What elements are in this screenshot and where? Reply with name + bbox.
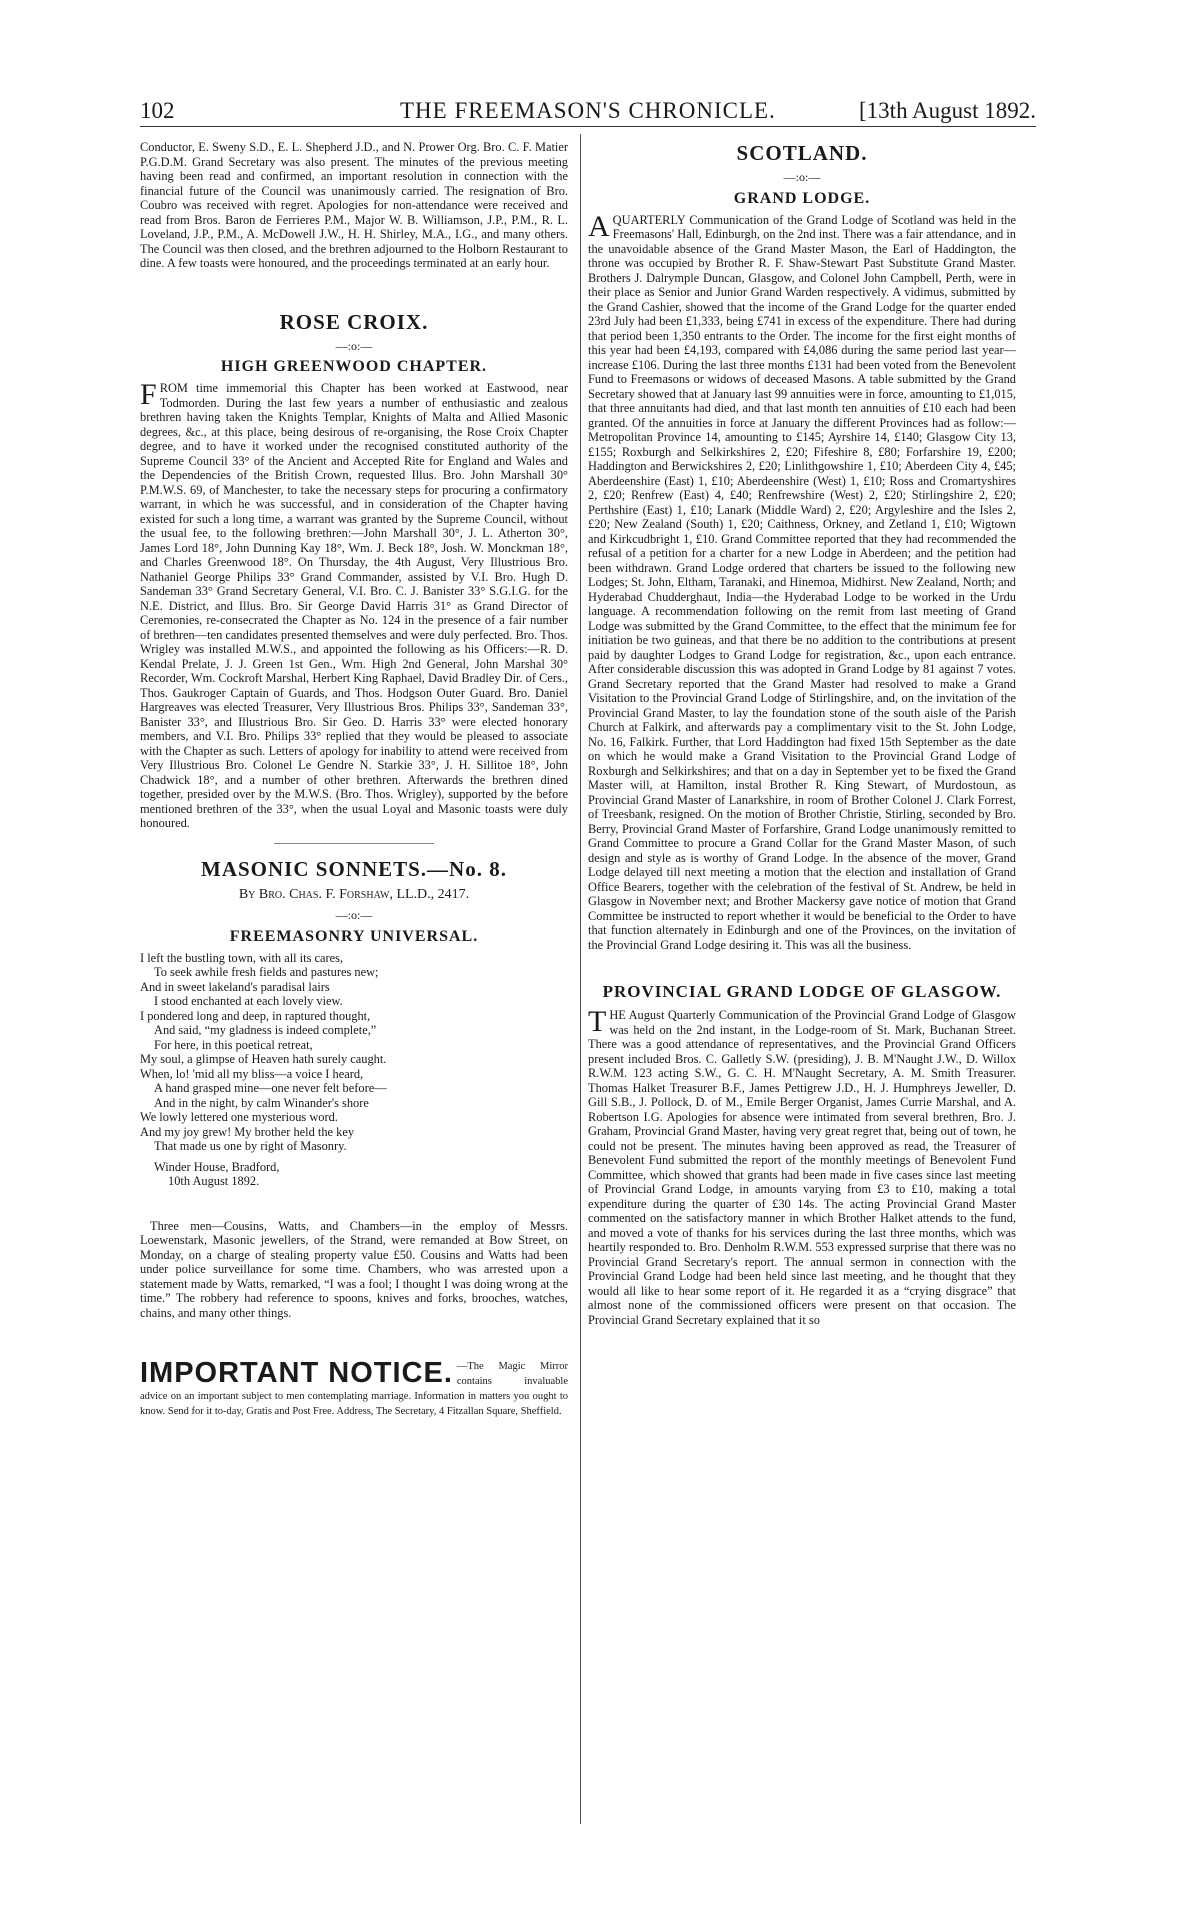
section-separator: —:o:— <box>783 170 821 184</box>
council-report-text: Conductor, E. Sweny S.D., E. L. Shepherd J.D., and N. Prower Org. Bro. C. F. Matier P.G.D.M. Grand Secretary was also present. The minutes of the previous meeting having been read and confirmed, an important resolution in connection with the financial future of the Council was unanimously carried. The resignation of Bro. Coubro was received with regret. Apologies for non-attendance were received and read from Bros. Baron de Ferrieres P.M., Major W. B. Williamson, J.P., P.M., R. L. Loveland, J.P., P.M., A. McDowell J.W., H. H. Shirley, M.A., I.G., and many others. The Council was then closed, and the brethren adjourned to the Holborn Restaurant to dine. A few toasts were honoured, and the proceedings terminated at an early hour. <box>140 140 568 270</box>
poem-line: I stood enchanted at each lovely view. <box>154 994 343 1008</box>
issue-date: [13th August 1892. <box>859 98 1036 123</box>
glasgow-text: HE August Quarterly Communication of the Provincial Grand Lodge of Glasgow was held on the 2nd instant, in the Lodge-room of St. Mark, Buchanan Street. There was a good attendance of representatives, and the Provincial Grand Officers present included Bros. C. Galletly S.W. (presiding), J. B. M'Naught J.W., D. Willox R.W.M. 123 acting S.W., G. C. H. M'Naught Secretary, A. M. Smith Treasurer. Thomas Halket Treasurer B.F., James Pettigrew J.D., H. J. Humphreys Jeweller, D. Gill S.B., J. Pollock, D. of M., Emile Berger Organist, James Currie Marshal, and A. Robertson I.G. Apologies for absence were intimated from several brethren, Bro. J. Graham, Provincial Grand Master, having very great regret that, being out of town, he could not be present. The minutes having been approved as read, the Treasurer of Benevolent Fund submitted the report of the monthly meetings of Benevolent Fund Committee, which showed that grants had been made in five cases since last meeting of Provincial Grand Lodge, in amounts varying from £3 to £10, making a total expenditure during the quarter of £30 14s. The acting Provincial Grand Master commented on the satisfactory manner in which Brother Halket attends to the fund, and moved a vote of thanks for his services during the last three months, which was heartily responded to. Bro. Denholm R.W.M. 553 expressed surprise that there was no Provincial Grand Secretary's report. The annual sermon in connection with the Provincial Grand Lodge had been held since last meeting, and he thought that they would all like to hear some report of it. He regarded it as a “crying disgrace” that almost none of the commissioned officers were present on that occasion. The Provincial Grand Secretary explained that it so <box>588 1008 1016 1327</box>
robbery-report: Three men—Cousins, Watts, and Chambers—in the employ of Messrs. Loewenstark, Masonic jewellers, of the Strand, were remanded at Bow Street, on Monday, on a charge of stealing property value £50. Cousins and Watts had been under police surveillance for some time. Chambers, who was arrested upon a statement made by Watts, remarked, “I was a fool; I thought I was doing wrong at the time.” The robbery had reference to spoons, knives and forks, brooches, watches, chains, and many other things. <box>140 1218 568 1320</box>
scotland-heading: SCOTLAND. <box>736 141 868 165</box>
poem-line: And in sweet lakeland's paradisal lairs <box>140 979 330 994</box>
poem-line: For here, in this poetical retreat, <box>154 1037 313 1052</box>
notice-text: —The Magic Mirror contains invaluable advice on an important subject to men contemplating marriage. Information in matters you ought to know. Send for it to-day, Gratis and Post Free. Address, The Secretary, 4 Fitzallan Square, Sheffield. <box>140 1361 568 1417</box>
rose-croix-heading: ROSE CROIX. <box>279 309 429 334</box>
poem-line: I pondered long and deep, in raptured thought, <box>140 1008 371 1023</box>
sonnets-section <box>140 856 568 1189</box>
left-column <box>140 140 568 1418</box>
poem-line: When, lo! 'mid all my bliss—a voice I heard, <box>140 1066 364 1081</box>
rose-croix-text: ROM time immemorial this Chapter has been worked at Eastwood, near Todmorden. During the last few years a number of enthusiastic and zealous brethren having taken the Knights Templar, Knights of Malta and Allied Masonic degrees, &c., at this place, being desirous of re-organising, the Rose Croix Chapter degree, and to have it worked under the recognised constituted authority of the Supreme Council 33° of the Ancient and Accepted Rite for England and Wales and the Dependencies of the British Crown, requested Illus. Bro. John Marshall 30° P.M.W.S. 69, of Manchester, to take the necessary steps for procuring a confirmatory warrant, in which he was successful, and in consideration of the Chapter having existed for such a long time, a warrant was granted by the Supreme Council, without the usual fee, to the following brethren:—John Marshall 30°, J. L. Atherton 30°, James Lord 18°, John Dunning Kay 18°, Wm. J. Beck 18°, Josh. W. Monckman 18°, and Charles Greenwood 18°. On Thursday, the 4th August, Very Illustrious Bro. Nathaniel George Philips 33° Grand Commander, assisted by V.I. Bro. Hugh D. Sandeman 33° Grand Secretary General, V.I. Bro. C. J. Banister 33° S.G.I.G. for the N.E. District, and Illus. Bro. Sir George David Harris 31° as Grand Director of Ceremonies, re-consecrated the Chapter as No. 124 in the presence of a fair number of brethren—ten candidates presented themselves and were duly perfected. Bro. Thos. Wrigley was installed M.W.S., and appointed the following as his Officers:—R. D. Kendal Prelate, J. J. Green 1st Gen., Wm. High 2nd General, John Marshal 30° Recorder, Wm. Cockroft Marshal, Herbert King Raphael, David Bradley Dir. of Cers., Thos. Gaukroger Captain of Guards, and Thos. Hodgson Outer Guard. Bro. Daniel Hargreaves was elected Treasurer, Very Illustrious Bros. Philips 33°, Sandeman 33°, Banister 33°, and Illustrious Bro. Sir Geo. D. Harris 33° were elected honorary members, and V.I. Bro. Philips 33° replied that they would be pleased to associate with the Chapter as such. Letters of apology for inability to attend were received from Very Illustrious Bro. Colonel Le Gendre N. Starkie 33°, J. H. Sillitoe 18°, John Chadwick 18°, and a number of other brethren. Afterwards the brethren dined together, presided over by the M.W.S. (Bro. Thos. Wrigley), supported by the before mentioned brethren of the 33°, when the usual Loyal and Masonic toasts were duly honoured. <box>140 381 569 830</box>
important-notice <box>140 1358 568 1418</box>
scotland-body <box>588 209 1016 953</box>
right-column <box>588 140 1016 1327</box>
poem-line: I left the bustling town, with all its cares, <box>140 950 344 965</box>
divider <box>274 843 434 844</box>
section-separator: —:o:— <box>335 908 373 922</box>
poem-line: And said, “my gladness is indeed complete,” <box>154 1023 377 1037</box>
poem-line: A hand grasped mine—one never felt before— <box>154 1081 387 1095</box>
drop-cap: A <box>588 209 610 243</box>
sonnet-poem <box>140 951 568 1154</box>
page-number: 102 <box>140 98 175 123</box>
section-separator: —:o:— <box>335 338 373 353</box>
poem-signature <box>140 1160 568 1189</box>
glasgow-section <box>588 982 1016 1327</box>
page-header <box>140 96 1036 127</box>
poem-line: And in the night, by calm Winander's shore <box>154 1095 369 1110</box>
poem-line: My soul, a glimpse of Heaven hath surely caught. <box>140 1052 387 1066</box>
poem-line: We lowly lettered one mysterious word. <box>140 1110 338 1124</box>
signature-place: Winder House, Bradford, <box>154 1159 280 1174</box>
drop-cap: T <box>588 1005 607 1038</box>
drop-cap: F <box>140 378 157 411</box>
sonnet-title: FREEMASONRY UNIVERSAL. <box>229 927 479 945</box>
sonnets-byline: By Bro. Chas. F. Forshaw, LL.D., 2417. <box>238 886 470 902</box>
sonnets-heading: MASONIC SONNETS.—No. 8. <box>201 856 507 881</box>
poem-line: And my joy grew! My brother held the key <box>140 1124 355 1139</box>
poem-line: That made us one by right of Masonry. <box>154 1139 347 1153</box>
rose-croix-body <box>140 378 569 831</box>
glasgow-heading: PROVINCIAL GRAND LODGE OF GLASGOW. <box>602 982 1002 1001</box>
chapter-subheading: HIGH GREENWOOD CHAPTER. <box>220 358 488 375</box>
publication-title: THE FREEMASON'S CHRONICLE. <box>400 98 776 123</box>
rose-croix-section <box>140 309 568 831</box>
grand-lodge-subheading: GRAND LODGE. <box>733 189 871 207</box>
poem-line: To seek awhile fresh fields and pastures new; <box>154 965 379 979</box>
column-rule <box>580 134 581 1824</box>
scotland-text: QUARTERLY Communication of the Grand Lodge of Scotland was held in the Freemasons' Hall, Edinburgh, on the 2nd inst. There was a fair attendance, and in the unavoidable absence of the Grand Master Mason, the Earl of Haddington, the throne was occupied by Brother R. F. Shaw-Stewart Past Substitute Grand Master. Brothers J. Dalrymple Duncan, Glasgow, and Colonel John Campbell, Perth, were in their place as Senior and Junior Grand Warden respectively. A vidimus, submitted by the Grand Cashier, showed that the income of the Grand Lodge for the quarter ended 23rd July had been £1,333, being £741 in excess of the expenditure. There had during that period been 1,350 entrants to the Order. The income for the first eight months of this year had been £4,193, compared with £4,086 during the same period last year—increase £106. During the last three months £131 had been voted from the Benevolent Fund to Freemasons or widows of deceased Masons. A table submitted by the Grand Secretary showed that at January last 99 annuities were in force, amounting to £1,015, that three annuitants had died, and that last month ten annuities of £10 each had been granted. Of the annuities in force at January the different Provinces had as follow:—Metropolitan Province 14, amounting to £145; Ayrshire 14, £140; Glasgow City 13, £155; Roxburgh and Selkirkshires 2, £20; Fifeshire 8, £80; Forfarshire 19, £200; Haddington and Berwickshires 2, £20; Linlithgowshire 1, £10; Aberdeen City 4, £45; Aberdeenshire (East) 1, £10; Aberdeenshire (West) 1, £10; Ross and Cromartyshires 2, £20; Renfrew (East) 4, £40; Renfrewshire (West) 2, £20; Stirlingshire 2, £20; Perthshire (East) 1, £10; Lanark (Middle Ward) 2, £20; Argyleshire and the Isles 2, £20; New Zealand (South) 1, £20; Caithness, Orkney, and Zetland 1, £10; Wigtown and Kirkcudbright 1, £10. Grand Committee reported that they had recommended the refusal of a petition for a charter for a new Lodge in Aberdeen; and the petition had been withdrawn. Grand Lodge ordered that charters be issued to the following new Lodges; St. John, Eltham, Taranaki, and Hinemoa, Midhirst. New Zealand, North; and Hyderabad Chudderghaut, India—the Hyderabad Lodge to be worked in the Urdu language. A recommendation following on the remit from last meeting of Grand Lodge was submitted by the Grand Committee, to the effect that the minimum fee for initiation be two guineas, and that there be no addition to the contributions at present paid by daughter Lodges to Grand Lodge for registration, &c., upon each entrance. After considerable discussion this was adopted in Grand Lodge by 81 against 7 votes. Grand Secretary reported that the Grand Master had resolved to make a Grand Visitation to the Provincial Grand Lodge of Stirlingshire, and, on the invitation of the Provincial Grand Master, to lay the foundation stone of the south aisle of the Parish Church at Falkirk, and afterwards pay a complimentary visit to the St. John Lodge, No. 16, Falkirk. Further, that Lord Haddington had fixed 15th September as the date on which he would make a Grand Visitation to the Provincial Grand Lodge of Roxburgh and Selkirkshires; and that on a day in September yet to be fixed the Grand Master will, at Hamilton, instal Brother R. King Stewart, of Murdostoun, as Provincial Grand Master of Lanarkshire, in room of Brother Colonel J. Clark Forrest, of Treesbank, resigned. On the motion of Brother Christie, Stirling, seconded by Bro. Berry, Provincial Grand Master of Forfarshire, Grand Lodge unanimously remitted to Grand Committee to procure a Grand Collar for the Grand Master Mason, of such design and style as is worthy of Grand Lodge. In the absence of the mover, Grand Lodge delayed till next meeting a motion that the election and installation of Grand Office Bearers, together with the celebration of the festival of St. Andrew, be held in Glasgow in November next; and Brother Mackersy gave notice of motion that Grand Committee be instructed to report whether it would be beneficial to the Order to have that function alternately in Edinburgh and one of the Provinces, on the invitation of the Provincial Grand Lodge desiring it. This was all the business. <box>588 212 1016 952</box>
notice-title: IMPORTANT NOTICE. <box>140 1358 453 1389</box>
glasgow-body <box>588 1005 1016 1327</box>
signature-date: 10th August 1892. <box>168 1174 260 1188</box>
scotland-section <box>588 140 1016 952</box>
